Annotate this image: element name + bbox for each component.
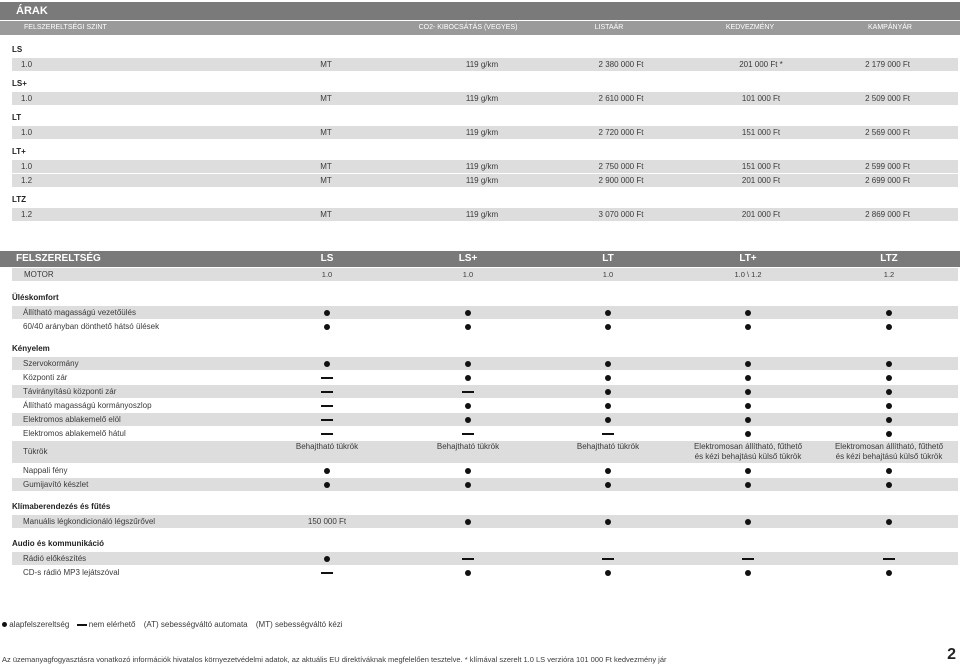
feature-row bbox=[12, 357, 958, 370]
dot-icon bbox=[465, 310, 471, 316]
feature-value: Elektromosan állítható, fűthető és kézi behajtású külső tükrök bbox=[693, 442, 803, 461]
price-row bbox=[12, 58, 958, 71]
price-co2-cell: 119 g/km bbox=[465, 94, 499, 103]
not-available-dash-icon bbox=[742, 552, 754, 565]
price-list-cell: 2 750 000 Ft bbox=[598, 162, 644, 171]
standard-dot-icon bbox=[745, 566, 751, 579]
dash-icon bbox=[321, 391, 333, 393]
legend-mt: sebességváltó kézi bbox=[274, 620, 343, 629]
not-available-dash-icon bbox=[602, 552, 614, 565]
not-available-dash-icon bbox=[602, 427, 614, 440]
header-list: LISTAÁR bbox=[594, 24, 624, 31]
dot-icon bbox=[465, 570, 471, 576]
feature-label: Gumijavító készlet bbox=[23, 480, 89, 489]
legend-mt-code: (MT) bbox=[255, 620, 273, 629]
feature-value: Behajtható tükrök bbox=[576, 442, 640, 451]
price-engine-cell: 1.0 bbox=[21, 162, 33, 171]
standard-dot-icon bbox=[745, 413, 751, 426]
feature-row bbox=[12, 427, 958, 440]
feature-row bbox=[12, 371, 958, 384]
standard-dot-icon bbox=[605, 478, 611, 491]
legend-dot-icon bbox=[2, 622, 7, 627]
legend-standard: alapfelszereltség bbox=[9, 620, 70, 629]
standard-dot-icon bbox=[465, 371, 471, 384]
not-available-dash-icon bbox=[462, 552, 474, 565]
price-engine-cell: 1.0 bbox=[21, 128, 33, 137]
dot-icon bbox=[324, 310, 330, 316]
dot-icon bbox=[465, 361, 471, 367]
feature-label: Manuális légkondicionáló légszűrővel bbox=[23, 517, 156, 526]
standard-dot-icon bbox=[745, 385, 751, 398]
price-group-name: LT bbox=[12, 113, 22, 122]
header-level: FELSZERELTSÉGI SZINT bbox=[24, 24, 107, 31]
section-title: Klímaberendezés és fűtés bbox=[12, 502, 111, 511]
dot-icon bbox=[886, 310, 892, 316]
prices-title-bar bbox=[0, 2, 960, 20]
feature-row bbox=[12, 306, 958, 319]
dot-icon bbox=[886, 431, 892, 437]
prices-header-bar bbox=[0, 21, 960, 35]
not-available-dash-icon bbox=[321, 566, 333, 579]
legend-dash-icon bbox=[77, 624, 87, 626]
motor-value: 1.0 bbox=[602, 270, 614, 279]
feature-label: Állítható magasságú vezetőülés bbox=[23, 308, 136, 317]
price-campaign-cell: 2 869 000 Ft bbox=[865, 210, 910, 219]
standard-dot-icon bbox=[465, 413, 471, 426]
trim-header-lt: LT bbox=[602, 253, 614, 264]
dot-icon bbox=[745, 389, 751, 395]
price-list-cell: 2 720 000 Ft bbox=[598, 128, 644, 137]
dot-icon bbox=[605, 375, 611, 381]
dash-icon bbox=[462, 558, 474, 560]
dot-icon bbox=[886, 403, 892, 409]
standard-dot-icon bbox=[324, 306, 330, 319]
standard-dot-icon bbox=[465, 515, 471, 528]
standard-dot-icon bbox=[605, 357, 611, 370]
price-campaign-cell: 2 509 000 Ft bbox=[865, 94, 910, 103]
price-co2-cell: 119 g/km bbox=[465, 210, 499, 219]
standard-dot-icon bbox=[745, 427, 751, 440]
standard-dot-icon bbox=[886, 306, 892, 319]
not-available-dash-icon bbox=[321, 385, 333, 398]
feature-label: Állítható magasságú kormányoszlop bbox=[23, 401, 152, 410]
standard-dot-icon bbox=[324, 478, 330, 491]
price-discount-cell: 201 000 Ft bbox=[741, 176, 781, 185]
price-row bbox=[12, 126, 958, 139]
standard-dot-icon bbox=[605, 385, 611, 398]
dot-icon bbox=[605, 468, 611, 474]
motor-value: 1.0 \ 1.2 bbox=[734, 270, 762, 279]
dot-icon bbox=[886, 519, 892, 525]
trim-header-lsplus: LS+ bbox=[458, 253, 478, 264]
standard-dot-icon bbox=[745, 357, 751, 370]
price-group-name: LS bbox=[12, 45, 23, 54]
price-discount-cell: 151 000 Ft bbox=[741, 162, 781, 171]
feature-value: Elektromosan állítható, fűthető és kézi behajtású külső tükrök bbox=[834, 442, 944, 461]
price-discount-cell: 201 000 Ft * bbox=[739, 60, 783, 69]
price-co2-cell: 119 g/km bbox=[465, 60, 499, 69]
dot-icon bbox=[465, 468, 471, 474]
price-discount-cell: 151 000 Ft bbox=[741, 128, 781, 137]
price-row bbox=[12, 208, 958, 221]
dot-icon bbox=[465, 519, 471, 525]
dot-icon bbox=[886, 375, 892, 381]
feature-value: 150 000 Ft bbox=[307, 517, 347, 526]
standard-dot-icon bbox=[886, 478, 892, 491]
dot-icon bbox=[745, 361, 751, 367]
section-title: Üléskomfort bbox=[12, 293, 59, 302]
dot-icon bbox=[745, 403, 751, 409]
feature-label: Elektromos ablakemelő hátul bbox=[23, 429, 126, 438]
feature-value: Behajtható tükrök bbox=[295, 442, 359, 451]
price-engine-cell: 1.2 bbox=[21, 176, 33, 185]
dash-icon bbox=[462, 391, 474, 393]
standard-dot-icon bbox=[465, 464, 471, 477]
dot-icon bbox=[745, 417, 751, 423]
standard-dot-icon bbox=[605, 320, 611, 333]
dash-icon bbox=[321, 377, 333, 379]
dot-icon bbox=[605, 389, 611, 395]
price-group-name: LTZ bbox=[12, 195, 27, 204]
not-available-dash-icon bbox=[883, 552, 895, 565]
motor-value: 1.0 bbox=[321, 270, 333, 279]
dash-icon bbox=[321, 419, 333, 421]
standard-dot-icon bbox=[886, 515, 892, 528]
trim-header-ls: LS bbox=[320, 253, 334, 264]
dot-icon bbox=[605, 482, 611, 488]
not-available-dash-icon bbox=[462, 385, 474, 398]
price-co2-cell: 119 g/km bbox=[465, 128, 499, 137]
dash-icon bbox=[321, 433, 333, 435]
price-engine-cell: 1.0 bbox=[21, 60, 33, 69]
price-gear-cell: MT bbox=[320, 60, 332, 69]
not-available-dash-icon bbox=[321, 399, 333, 412]
price-co2-cell: 119 g/km bbox=[465, 176, 499, 185]
price-gear-cell: MT bbox=[320, 128, 332, 137]
legend-at-code: (AT) bbox=[143, 620, 159, 629]
price-co2-cell: 119 g/km bbox=[465, 162, 499, 171]
legend-na: nem elérhető bbox=[88, 620, 136, 629]
dot-icon bbox=[324, 482, 330, 488]
price-discount-cell: 101 000 Ft bbox=[741, 94, 781, 103]
price-campaign-cell: 2 699 000 Ft bbox=[865, 176, 910, 185]
price-row bbox=[12, 174, 958, 187]
standard-dot-icon bbox=[605, 306, 611, 319]
feature-label: Nappali fény bbox=[23, 466, 68, 475]
feature-row bbox=[12, 413, 958, 426]
standard-dot-icon bbox=[605, 566, 611, 579]
standard-dot-icon bbox=[886, 464, 892, 477]
standard-dot-icon bbox=[886, 371, 892, 384]
standard-dot-icon bbox=[745, 371, 751, 384]
dot-icon bbox=[605, 403, 611, 409]
not-available-dash-icon bbox=[321, 371, 333, 384]
dot-icon bbox=[465, 324, 471, 330]
trim-header-ltz: LTZ bbox=[880, 253, 898, 264]
dot-icon bbox=[886, 570, 892, 576]
standard-dot-icon bbox=[605, 371, 611, 384]
not-available-dash-icon bbox=[462, 427, 474, 440]
equipment-title: FELSZERELTSÉG bbox=[16, 253, 101, 264]
standard-dot-icon bbox=[465, 306, 471, 319]
standard-dot-icon bbox=[886, 385, 892, 398]
feature-label: Rádió előkészítés bbox=[23, 554, 87, 563]
trim-header-ltplus: LT+ bbox=[739, 253, 757, 264]
dot-icon bbox=[605, 310, 611, 316]
feature-label: Elektromos ablakemelő elöl bbox=[23, 415, 121, 424]
header-discount: KEDVEZMÉNY bbox=[725, 24, 775, 31]
price-engine-cell: 1.2 bbox=[21, 210, 33, 219]
feature-label: CD-s rádió MP3 lejátszóval bbox=[23, 568, 120, 577]
feature-label: Távirányítású központi zár bbox=[23, 387, 117, 396]
section-title: Kényelem bbox=[12, 344, 50, 353]
standard-dot-icon bbox=[324, 357, 330, 370]
standard-dot-icon bbox=[886, 357, 892, 370]
dot-icon bbox=[745, 324, 751, 330]
price-gear-cell: MT bbox=[320, 94, 332, 103]
price-engine-cell: 1.0 bbox=[21, 94, 33, 103]
motor-label: MOTOR bbox=[24, 270, 54, 279]
dot-icon bbox=[605, 324, 611, 330]
dot-icon bbox=[886, 417, 892, 423]
dot-icon bbox=[465, 375, 471, 381]
dash-icon bbox=[602, 433, 614, 435]
feature-label: 60/40 arányban dönthető hátsó ülések bbox=[23, 322, 160, 331]
dot-icon bbox=[605, 519, 611, 525]
feature-row bbox=[12, 552, 958, 565]
price-discount-cell: 201 000 Ft bbox=[741, 210, 781, 219]
standard-dot-icon bbox=[605, 464, 611, 477]
dot-icon bbox=[886, 361, 892, 367]
motor-row bbox=[12, 268, 958, 281]
standard-dot-icon bbox=[605, 413, 611, 426]
feature-row bbox=[12, 478, 958, 491]
dot-icon bbox=[745, 519, 751, 525]
standard-dot-icon bbox=[745, 399, 751, 412]
standard-dot-icon bbox=[465, 357, 471, 370]
dash-icon bbox=[742, 558, 754, 560]
dot-icon bbox=[605, 417, 611, 423]
feature-row bbox=[12, 385, 958, 398]
dot-icon bbox=[745, 468, 751, 474]
dot-icon bbox=[465, 482, 471, 488]
dot-icon bbox=[605, 361, 611, 367]
standard-dot-icon bbox=[324, 464, 330, 477]
price-campaign-cell: 2 569 000 Ft bbox=[865, 128, 910, 137]
standard-dot-icon bbox=[745, 478, 751, 491]
feature-row bbox=[12, 320, 958, 333]
standard-dot-icon bbox=[324, 320, 330, 333]
dot-icon bbox=[465, 417, 471, 423]
standard-dot-icon bbox=[605, 515, 611, 528]
dot-icon bbox=[886, 389, 892, 395]
dot-icon bbox=[886, 468, 892, 474]
motor-value: 1.0 bbox=[462, 270, 474, 279]
dash-icon bbox=[321, 572, 333, 574]
price-gear-cell: MT bbox=[320, 176, 332, 185]
feature-row bbox=[12, 464, 958, 477]
prices-title: ÁRAK bbox=[16, 5, 48, 17]
dot-icon bbox=[745, 482, 751, 488]
price-campaign-cell: 2 599 000 Ft bbox=[865, 162, 910, 171]
feature-value: Behajtható tükrök bbox=[436, 442, 500, 451]
price-group-name: LT+ bbox=[12, 147, 26, 156]
standard-dot-icon bbox=[886, 320, 892, 333]
feature-label: Tükrök bbox=[23, 447, 48, 456]
dot-icon bbox=[886, 482, 892, 488]
dash-icon bbox=[602, 558, 614, 560]
price-row bbox=[12, 92, 958, 105]
dot-icon bbox=[745, 570, 751, 576]
feature-label: Központi zár bbox=[23, 373, 68, 382]
equipment-title-bar bbox=[0, 251, 960, 267]
dash-icon bbox=[883, 558, 895, 560]
dash-icon bbox=[321, 405, 333, 407]
standard-dot-icon bbox=[465, 320, 471, 333]
dot-icon bbox=[465, 403, 471, 409]
price-row bbox=[12, 160, 958, 173]
legend-at: sebességváltó automata bbox=[160, 620, 248, 629]
feature-row bbox=[12, 441, 958, 463]
not-available-dash-icon bbox=[321, 413, 333, 426]
price-gear-cell: MT bbox=[320, 162, 332, 171]
feature-row bbox=[12, 515, 958, 528]
not-available-dash-icon bbox=[321, 427, 333, 440]
page-number: 2 bbox=[947, 646, 956, 663]
dot-icon bbox=[605, 570, 611, 576]
price-list-cell: 2 380 000 Ft bbox=[598, 60, 644, 69]
price-list-cell: 2 900 000 Ft bbox=[598, 176, 644, 185]
dash-icon bbox=[462, 433, 474, 435]
price-campaign-cell: 2 179 000 Ft bbox=[865, 60, 910, 69]
dot-icon bbox=[324, 361, 330, 367]
standard-dot-icon bbox=[465, 399, 471, 412]
dot-icon bbox=[886, 324, 892, 330]
standard-dot-icon bbox=[465, 566, 471, 579]
feature-label: Szervokormány bbox=[23, 359, 79, 368]
standard-dot-icon bbox=[745, 320, 751, 333]
dot-icon bbox=[745, 375, 751, 381]
footer-note: Az üzemanyagfogyasztásra vonatkozó információk hivatalos környezetvédelmi adatok, az aktuális EU direktíváknak megfelelően tesztelve. * klímával szerelt 1.0 LS verzióra 101 000 Ft kedvezmény jár bbox=[2, 655, 667, 664]
standard-dot-icon bbox=[886, 427, 892, 440]
legend bbox=[2, 620, 343, 630]
dot-icon bbox=[324, 556, 330, 562]
standard-dot-icon bbox=[745, 515, 751, 528]
section-title: Audio és kommunikáció bbox=[12, 539, 105, 548]
price-list-cell: 3 070 000 Ft bbox=[598, 210, 644, 219]
price-group-name: LS+ bbox=[12, 79, 27, 88]
standard-dot-icon bbox=[324, 552, 330, 565]
header-campaign: KAMPÁNYÁR bbox=[868, 24, 912, 31]
feature-row bbox=[12, 566, 958, 579]
price-gear-cell: MT bbox=[320, 210, 332, 219]
dot-icon bbox=[324, 324, 330, 330]
standard-dot-icon bbox=[745, 306, 751, 319]
standard-dot-icon bbox=[886, 413, 892, 426]
header-co2: CO2- KIBOCSÁTÁS (VEGYES) bbox=[418, 24, 518, 31]
standard-dot-icon bbox=[886, 399, 892, 412]
price-list-cell: 2 610 000 Ft bbox=[598, 94, 644, 103]
standard-dot-icon bbox=[886, 566, 892, 579]
dot-icon bbox=[745, 431, 751, 437]
dot-icon bbox=[324, 468, 330, 474]
standard-dot-icon bbox=[465, 478, 471, 491]
feature-row bbox=[12, 399, 958, 412]
standard-dot-icon bbox=[745, 464, 751, 477]
standard-dot-icon bbox=[605, 399, 611, 412]
dot-icon bbox=[745, 310, 751, 316]
motor-value: 1.2 bbox=[883, 270, 895, 279]
